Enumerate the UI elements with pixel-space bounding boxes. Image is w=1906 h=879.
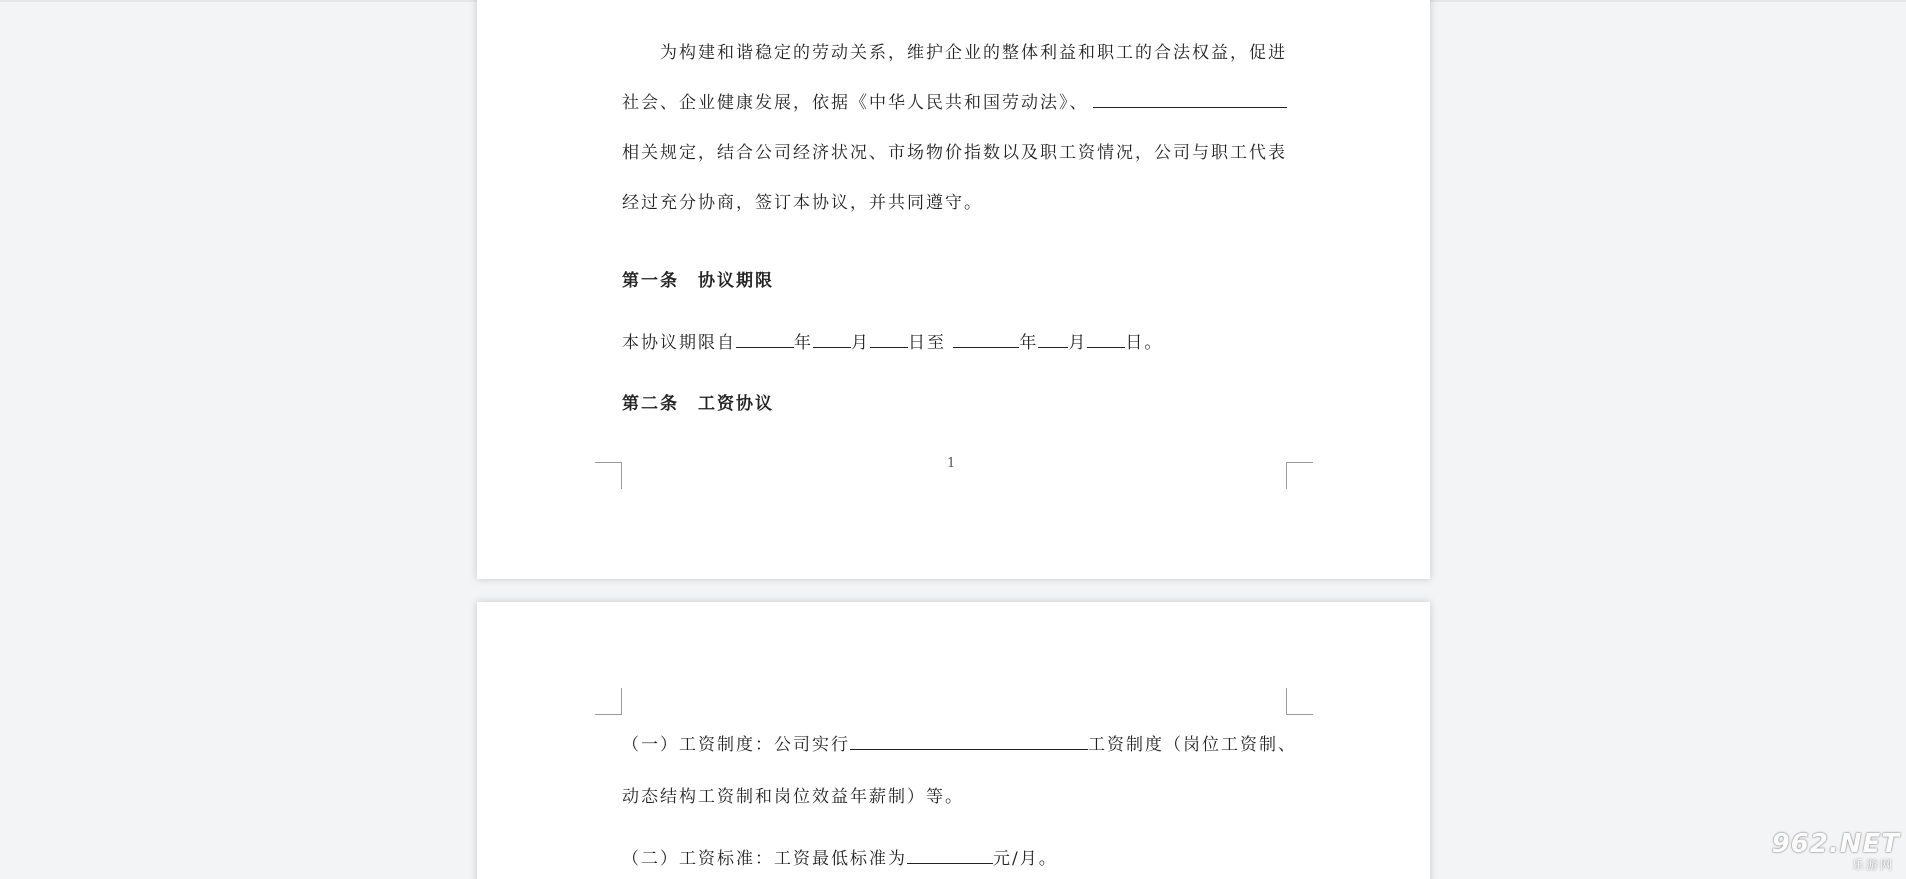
document-page-1 <box>477 0 1430 579</box>
intro-line-2 <box>622 78 1289 128</box>
start-year-blank <box>736 333 794 348</box>
start-day-blank <box>870 333 908 348</box>
page-number: 1 <box>947 456 956 471</box>
law-name-blank <box>1093 93 1287 108</box>
margin-corner-bottom-left <box>595 462 622 489</box>
intro-line-4: 经过充分协商，签订本协议，并共同遵守。 <box>622 193 983 213</box>
margin-corner-top-left <box>595 688 622 715</box>
end-month-blank <box>1038 333 1068 348</box>
term-month-1: 月 <box>851 333 870 353</box>
wage-standard-line <box>622 844 1058 869</box>
wage-system-line <box>622 730 1297 755</box>
intro-line-3: 相关规定，结合公司经济状况、市场物价指数以及职工资情况，公司与职工代表 <box>622 143 1287 163</box>
term-month-2: 月 <box>1068 333 1088 353</box>
term-year-2: 年 <box>1019 333 1039 353</box>
wage-system-prefix: （一）工资制度：公司实行 <box>622 735 850 755</box>
term-prefix: 本协议期限自 <box>622 333 736 353</box>
margin-corner-top-right <box>1286 688 1313 715</box>
end-year-blank <box>953 333 1019 348</box>
article-1-heading: 第一条 协议期限 <box>622 271 774 291</box>
wage-standard-suffix: 元/月。 <box>993 849 1058 869</box>
intro-line-1: 为构建和谐稳定的劳动关系，维护企业的整体利益和职工的合法权益，促进 <box>622 43 1287 63</box>
wage-system-blank <box>850 735 1088 750</box>
watermark-sub: 乐游网 <box>1851 858 1894 872</box>
wage-system-continuation: 动态结构工资制和岗位效益年薪制）等。 <box>622 787 964 807</box>
intro-line-2-text: 社会、企业健康发展，依据《中华人民共和国劳动法》、 <box>622 93 1089 113</box>
site-watermark-logo <box>1770 829 1900 873</box>
document-page-2 <box>477 602 1430 879</box>
watermark-brand: 962.NET <box>1771 829 1900 859</box>
term-year-1: 年 <box>794 333 813 353</box>
margin-corner-bottom-right <box>1286 462 1313 489</box>
wage-standard-prefix: （二）工资标准：工资最低标准为 <box>622 849 907 869</box>
article-2-heading: 第二条 工资协议 <box>622 394 774 414</box>
minimum-wage-blank <box>907 849 993 864</box>
term-day-1: 日至 <box>908 333 946 353</box>
wage-system-suffix: 工资制度（岗位工资制、 <box>1088 735 1297 755</box>
end-day-blank <box>1087 333 1125 348</box>
start-month-blank <box>813 333 851 348</box>
agreement-term-line <box>622 328 1163 353</box>
term-day-2: 日。 <box>1125 333 1164 353</box>
